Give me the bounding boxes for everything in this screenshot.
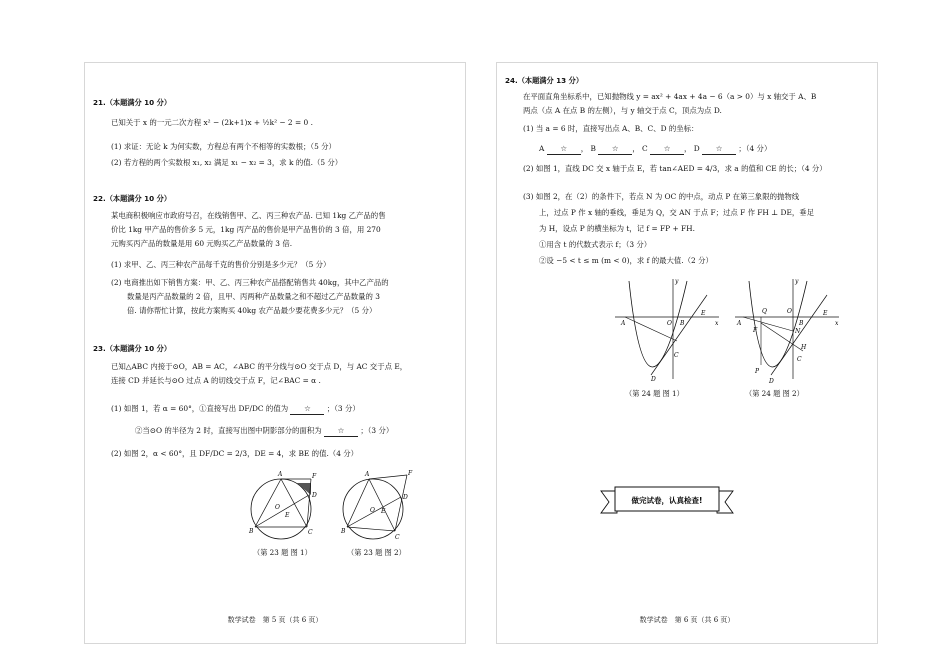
q23-answer-blank-2[interactable]: ☆ <box>324 425 358 437</box>
q23-part1a <box>111 403 360 415</box>
exam-page-6 <box>496 62 878 644</box>
exam-page-5 <box>84 62 466 644</box>
q24-fig2-caption: （第 24 题 图 2） <box>745 389 804 398</box>
q24f1-label-E: E <box>701 310 706 317</box>
q23-answer-blank-1[interactable]: ☆ <box>290 403 324 415</box>
q24f2-label-D: D <box>769 378 774 385</box>
q24-line2: 两点（点 A 在点 B 的左侧），与 y 轴交于点 C，顶点为点 D. <box>523 106 722 115</box>
ribbon-banner <box>597 483 737 523</box>
q24-part3a: (3) 如图 2，在（2）的条件下，若点 N 为 OC 的中点，动点 P 在第三象限的抛物线 <box>523 192 800 201</box>
q24-part1: (1) 当 a = 6 时，直接写出点 A、B、C、D 的坐标： <box>523 124 699 133</box>
q24f2-label-y: y <box>795 278 799 285</box>
answer-label-b: B <box>590 144 596 153</box>
q23-fig1-caption: （第 23 题 图 1） <box>253 548 312 557</box>
q23-header: 23.（本题满分 10 分） <box>93 344 172 353</box>
fig2-label-F: F <box>408 470 413 477</box>
q23-line1: 已知△ABC 内接于⊙O，AB = AC，∠ABC 的平分线与⊙O 交于点 D，与 AC 交于点 E， <box>111 362 408 371</box>
fig1-label-E: E <box>285 512 290 519</box>
fig1-label-C: C <box>308 529 313 536</box>
q24f1-label-B: B <box>680 320 685 327</box>
q24f2-label-Q: Q <box>762 308 767 315</box>
q21-header: 21.（本题满分 10 分） <box>93 98 172 107</box>
fig1-label-D: D <box>312 492 317 499</box>
q23-part1b-end: ；（3 分） <box>360 426 394 435</box>
q22-part2a: (2) 电商推出如下销售方案：甲、乙、丙三种农产品搭配销售共 40kg，其中乙产品的 <box>111 278 389 287</box>
q24f2-label-P: P <box>755 368 760 375</box>
q23-part2: (2) 如图 2，α < 60°，且 DF/DC = 2/3，DE = 4，求 BE 的值.（4 分） <box>111 449 359 458</box>
q24f2-label-E: E <box>823 310 828 317</box>
fig2-label-E: E <box>381 508 386 515</box>
answer-blank-d[interactable]: ☆ <box>702 143 736 155</box>
fig1-label-A: A <box>278 471 283 478</box>
banner-text: 做完试卷，认真检查! <box>631 496 703 505</box>
q24f1-label-C: C <box>674 352 679 359</box>
q24-line1: 在平面直角坐标系中，已知抛物线 y = ax² + 4ax + 4a − 6（a > 0）与 x 轴交于 A、B <box>523 92 817 101</box>
fig2-label-C: C <box>395 534 400 541</box>
page-6-footer: 数学试卷 第 6 页（共 6 页） <box>639 616 735 624</box>
q24-part2: (2) 如图 1，直线 DC 交 x 轴于点 E，若 tan∠AED = 4/3，求 a 的值和 CE 的长；（4 分） <box>523 164 827 173</box>
q24f2-label-C: C <box>797 356 802 363</box>
q24-fig1-caption: （第 24 题 图 1） <box>625 389 684 398</box>
q22-line2: 价比 1kg 甲产品的售价多 5 元，1kg 丙产品的售价是甲产品售价的 3 倍，用 270 <box>111 225 381 234</box>
q22-part2b: 数量是丙产品数量的 2 倍，且甲、丙两种产品数量之和不超过乙产品数量的 3 <box>127 292 380 301</box>
q24-header: 24.（本题满分 13 分） <box>505 76 584 85</box>
q23-part1b <box>135 425 393 437</box>
answer-blank-a[interactable]: ☆ <box>547 143 581 155</box>
q23-figure-1 <box>245 465 325 543</box>
answer-blank-b[interactable]: ☆ <box>598 143 632 155</box>
q22-part2c: 倍. 请你帮忙计算，按此方案购买 40kg 农产品最少要花费多少元？（5 分） <box>127 306 377 315</box>
answer-label-d: D <box>693 144 700 153</box>
q24-figure-1 <box>611 275 723 385</box>
q24f2-label-N: N <box>795 328 801 335</box>
q21-part2: (2) 若方程的两个实数根 x₁, x₂ 满足 x₁ − x₂ = 3，求 k 的值.（5 分） <box>111 158 343 167</box>
q24-part3-1: ①用含 t 的代数式表示 f；（3 分） <box>539 240 652 249</box>
q24-answer-row: A ☆ ， B ☆ ， C ☆ ， D ☆ ；（4 分） <box>539 144 772 153</box>
q23-figure-2 <box>337 465 422 543</box>
q24f1-label-A: A <box>621 320 626 327</box>
q21-stem: 已知关于 x 的一元二次方程 x² − (2k+1)x + ½k² − 2 = 0 . <box>111 118 313 127</box>
fig2-label-B: B <box>341 528 346 535</box>
fig2-label-O: O <box>370 507 375 514</box>
q24f2-label-F: F <box>753 327 758 334</box>
fig1-label-O: O <box>275 504 280 511</box>
q24f1-label-x: x <box>715 320 719 327</box>
q22-header: 22.（本题满分 10 分） <box>93 194 172 203</box>
answer-label-a: A <box>539 144 545 153</box>
q24f1-label-O: O <box>667 320 672 327</box>
answer-blank-c[interactable]: ☆ <box>650 143 684 155</box>
fig1-label-B: B <box>249 528 254 535</box>
q24f2-label-O: O <box>787 308 792 315</box>
q24f1-label-y: y <box>675 278 679 285</box>
q24f1-label-D: D <box>651 376 656 383</box>
q23-part1a-text: (1) 如图 1，若 α = 60°，①直接写出 DF/DC 的值为 <box>111 404 289 413</box>
fig2-label-D: D <box>403 494 408 501</box>
page-5-footer: 数学试卷 第 5 页（共 6 页） <box>227 616 323 624</box>
q23-line2: 连接 CD 并延长与⊙O 过点 A 的切线交于点 F，记∠BAC = α . <box>111 376 321 385</box>
q22-line1: 某电商积极响应市政府号召，在线销售甲、乙、丙三种农产品. 已知 1kg 乙产品的售 <box>111 211 386 220</box>
fig1-label-F: F <box>312 473 317 480</box>
answer-score: ；（4 分） <box>738 144 772 153</box>
q21-part1: (1) 求证：无论 k 为何实数，方程总有两个不相等的实数根；（5 分） <box>111 142 336 151</box>
answer-label-c: C <box>642 144 648 153</box>
q24-part3-2: ②设 −5 < t ≤ m (m < 0)，求 f 的最大值.（2 分） <box>539 256 713 265</box>
q24-figure-2 <box>731 275 843 385</box>
q24-part3c: 为 H，设点 P 的横坐标为 t，记 f = FP + FH. <box>539 224 695 233</box>
q24f2-label-A: A <box>737 320 742 327</box>
q22-line3: 元购买丙产品的数量是用 60 元购买乙产品数量的 3 倍. <box>111 239 293 248</box>
q24f2-label-H: H <box>801 344 807 351</box>
q24-part3b: 上，过点 P 作 x 轴的垂线，垂足为 Q，交 AN 于点 F；过点 F 作 FH ⊥ DE，垂足 <box>539 208 815 217</box>
q23-part1a-end: ；（3 分） <box>326 404 360 413</box>
q23-fig2-caption: （第 23 题 图 2） <box>347 548 406 557</box>
fig2-label-A: A <box>365 471 370 478</box>
q24f2-label-B: B <box>799 320 804 327</box>
q22-part1: (1) 求甲、乙、丙三种农产品每千克的售价分别是多少元？（5 分） <box>111 260 331 269</box>
q24f2-label-x: x <box>835 320 839 327</box>
q23-part1b-text: ②当⊙O 的半径为 2 时，直接写出图中阴影部分的面积为 <box>135 426 322 435</box>
